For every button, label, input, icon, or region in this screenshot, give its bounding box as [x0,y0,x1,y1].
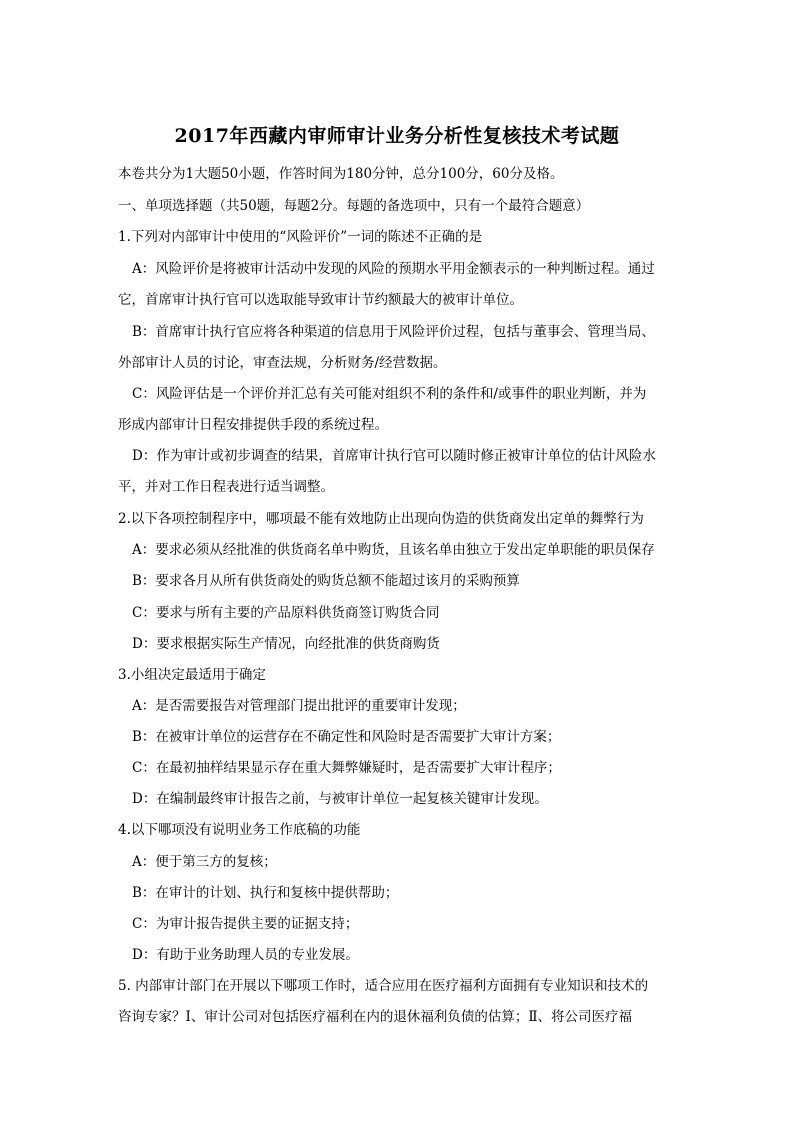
question-2-option-c: C：要求与所有主要的产品原料供货商签订购货合同 [132,605,440,621]
question-4-option-b: B：在审计的计划、执行和复核中提供帮助； [132,885,399,901]
page-title: 2017年西藏内审师审计业务分析性复核技术考试题 [174,125,620,147]
question-2-stem: 2.以下各项控制程序中，哪项最不能有效地防止出现向伪造的供货商发出定单的舞弊行为 [118,511,644,527]
question-4-option-a: A：便于第三方的复核； [132,854,277,870]
question-4-stem: 4.以下哪项没有说明业务工作底稿的功能 [118,822,361,838]
exam-intro: 本卷共分为1大题50小题，作答时间为180分钟，总分100分，60分及格。 [118,166,564,182]
question-1-option-a: A：风险评价是将被审计活动中发现的风险的预期水平用金额表示的一种判断过程。通过 [132,261,655,277]
question-1-option-a-cont: 它，首席审计执行官可以选取能导致审计节约额最大的被审计单位。 [118,292,523,308]
question-2-option-d: D：要求根据实际生产情况，向经批准的供货商购货 [132,636,440,652]
question-4-option-c: C：为审计报告提供主要的证据支持； [132,916,359,932]
question-1-option-d: D：作为审计或初步调查的结果，首席审计执行官可以随时修正被审计单位的估计风险水 [132,448,656,464]
question-3-option-d: D：在编制最终审计报告之前，与被审计单位一起复核关键审计发现。 [132,791,548,807]
question-3-stem: 3.小组决定最适用于确定 [118,667,266,683]
question-1-option-d-cont: 平，并对工作日程表进行适当调整。 [118,479,334,495]
question-3-option-b: B：在被审计单位的运营存在不确定性和风险时是否需要扩大审计方案； [132,729,561,745]
question-3-option-c: C：在最初抽样结果显示存在重大舞弊嫌疑时，是否需要扩大审计程序； [132,760,561,776]
question-5-stem-cont: 咨询专家？Ⅰ、审计公司对包括医疗福利在内的退休福利负债的估算；Ⅱ、将公司医疗福 [118,1009,633,1025]
question-1-option-c-cont: 形成内部审计日程安排提供手段的系统过程。 [118,417,388,433]
question-1-option-c: C：风险评估是一个评价并汇总有关可能对组织不利的条件和/或事件的职业判断，并为 [132,386,647,402]
question-1-stem: 1.下列对内部审计中使用的“风险评价”一词的陈述不正确的是 [118,229,483,245]
question-2-option-a: A：要求必须从经批准的供货商名单中购货，且该名单由独立于发出定单职能的职员保存 [132,542,655,558]
section-heading: 一、单项选择题（共50题，每题2分。每题的备选项中，只有一个最符合题意） [118,198,590,214]
question-2-option-b: B：要求各月从所有供货商处的购货总额不能超过该月的采购预算 [132,573,520,589]
question-3-option-a: A：是否需要报告对管理部门提出批评的重要审计发现； [132,698,466,714]
question-5-stem: 5. 内部审计部门在开展以下哪项工作时，适合应用在医疗福利方面拥有专业知识和技术的 [118,978,649,994]
question-1-option-b: B：首席审计执行官应将各种渠道的信息用于风险评价过程，包括与董事会、管理当局、 [132,324,655,340]
question-1-option-b-cont: 外部审计人员的讨论，审查法规，分析财务/经营数据。 [118,355,447,371]
question-4-option-d: D：有助于业务助理人员的专业发展。 [132,947,359,963]
